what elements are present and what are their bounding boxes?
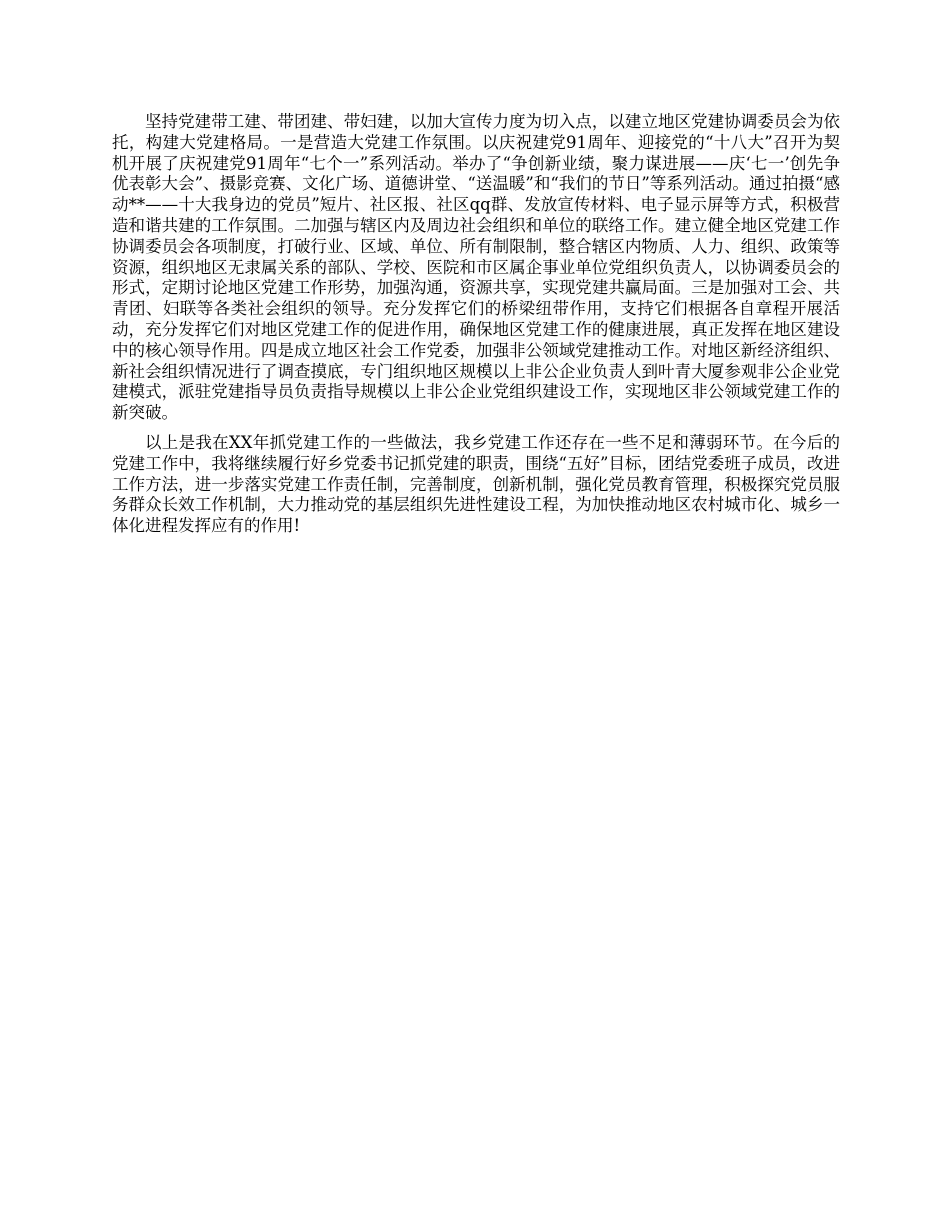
paragraph-conclusion: 以上是我在XX年抓党建工作的一些做法，我乡党建工作还存在一些不足和薄弱环节。在今后的党建工作中，我将继续履行好乡党委书记抓党建的职责，围绕“五好”目标，团结党委班子成员，改进工作方法，进一步落实党建工作责任制，完善制度，创新机制，强化党员教育管理，积极探究党员服务群众长效工作机制，大力推动党的基层组织先进性建设工程，为加快推动地区农村城市化、城乡一体化进程发挥应有的作用!	[112, 432, 840, 536]
paragraph-party-building-measures: 坚持党建带工建、带团建、带妇建，以加大宣传力度为切入点，以建立地区党建协调委员会为依托，构建大党建格局。一是营造大党建工作氛围。以庆祝建党91周年、迎接党的“十八大”召开为契机开展了庆祝建党91周年“七个一”系列活动。举办了“争创新业绩，聚力谋进展——庆‘七一’创先争优表彰大会”、摄影竞赛、文化广场、道德讲堂、“送温暖”和“我们的节日”等系列活动。通过拍摄“感动**——十大我身边的党员”短片、社区报、社区qq群、发放宣传材料、电子显示屏等方式，积极营造和谐共建的工作氛围。二加强与辖区内及周边社会组织和单位的联络工作。建立健全地区党建工作协调委员会各项制度，打破行业、区域、单位、所有制限制，整合辖区内物质、人力、组织、政策等资源，组织地区无隶属关系的部队、学校、医院和市区属企事业单位党组织负责人，以协调委员会的形式，定期讨论地区党建工作形势，加强沟通，资源共享，实现党建共赢局面。三是加强对工会、共青团、妇联等各类社会组织的领导。充分发挥它们的桥梁纽带作用，支持它们根据各自章程开展活动，充分发挥它们对地区党建工作的促进作用，确保地区党建工作的健康进展，真正发挥在地区建设中的核心领导作用。四是成立地区社会工作党委，加强非公领域党建推动工作。对地区新经济组织、新社会组织情况进行了调查摸底，专门组织地区规模以上非公企业负责人到叶青大厦参观非公企业党建模式，派驻党建指导员负责指导规模以上非公企业党组织建设工作，实现地区非公领域党建工作的新突破。	[112, 112, 840, 423]
document-page	[112, 112, 840, 546]
